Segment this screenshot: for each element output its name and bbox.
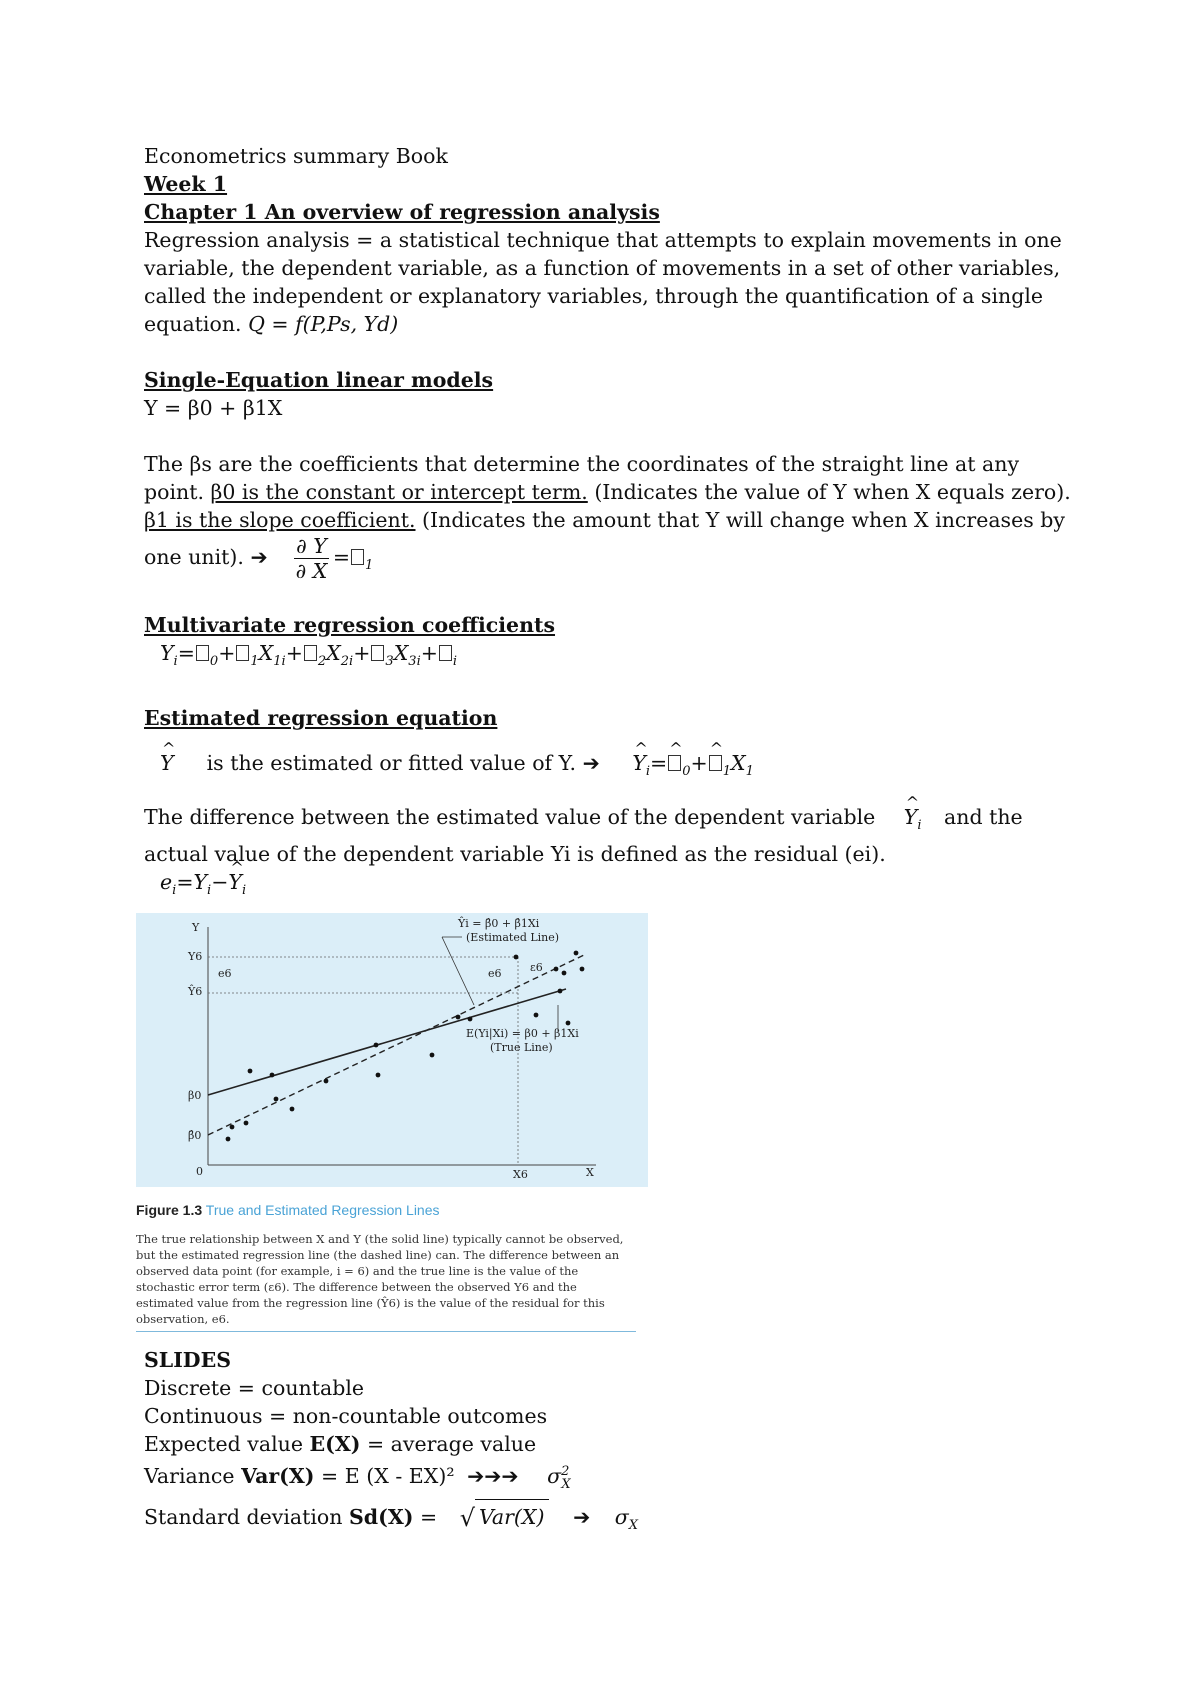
- variance-prefix: Variance: [144, 1464, 235, 1489]
- continuous-line: Continuous = non-countable outcomes: [144, 1404, 548, 1429]
- eps6-label: ε6: [530, 961, 543, 975]
- estimated-formula: ^ $Y_i=\^{}$ $_0$+^ $_1X_1$: [632, 751, 754, 775]
- expected-value-line: [144, 1430, 1074, 1458]
- expected-suffix: = average value: [366, 1432, 537, 1457]
- arrow-icon: ➔: [573, 1505, 591, 1530]
- betas-paragraph: [144, 450, 1074, 506]
- regression-figure: [136, 913, 648, 1187]
- x-axis-label: X: [586, 1166, 594, 1180]
- estimated-line-label: (Estimated Line): [466, 931, 560, 945]
- estimated-equation-label: Ŷi = β̂0 + β̂1Xi: [458, 917, 540, 931]
- figure-label: Figure 1.3: [136, 1202, 203, 1219]
- b0-definition: β0 is the constant or intercept term.: [210, 480, 588, 504]
- single-equation-heading: Single-Equation linear models: [144, 368, 494, 392]
- intro-formula: Q = f(P,Ps, Yd): [248, 312, 399, 336]
- regression-lines-graph: [136, 913, 648, 1187]
- variance-line: [144, 1458, 1074, 1499]
- arrow-icon: ➔: [582, 751, 600, 776]
- sd-symbol: Sd(X): [348, 1505, 414, 1530]
- residual-formula: $e_i=Y_i-\^{}$ $Y_i$: [144, 868, 1074, 905]
- estimated-paragraph: [144, 746, 1074, 789]
- intro-paragraph: [144, 226, 1074, 338]
- true-equation-label: E(Yi|Xi) = β0 + β1Xi: [466, 1027, 579, 1041]
- b0-note: (Indicates the value of Y when X equals zero).: [594, 480, 1071, 504]
- y-axis-label: Y: [192, 921, 200, 935]
- b1-note: (Indicates the amount that Y will change when X increases by one unit).: [144, 508, 1065, 569]
- variance-symbol: Var(X): [241, 1464, 315, 1489]
- slides-heading: SLIDES: [144, 1348, 232, 1373]
- document-body: [136, 142, 1074, 1543]
- estimated-text: is the estimated or fitted value of Y.: [206, 751, 577, 776]
- b0-label: β0: [188, 1089, 202, 1103]
- intro-text: Regression analysis = a statistical technique that attempts to explain movements in one variable, the dependent variable, as a function of movements in a set of other variables, called the independent or explanatory variables, through the quantification of a single equation.: [144, 228, 1062, 336]
- x6-label: X6: [513, 1168, 528, 1182]
- variance-suffix: = E (X - EX)²: [321, 1464, 455, 1489]
- partial-derivative-formula: $\frac{\partial Y}{\partial X}$: [295, 534, 328, 583]
- residual-text-1: The difference between the estimated value of the dependent variable: [144, 805, 876, 830]
- arrow-icon: ➔: [250, 545, 268, 569]
- sigma-squared-symbol: $\sigma^2_X$: [547, 1464, 571, 1493]
- origin-label: 0: [196, 1165, 203, 1179]
- e6-right-label: e6: [488, 967, 502, 981]
- expected-symbol: E(X): [309, 1432, 361, 1457]
- y-hat-symbol: ^ Y: [160, 746, 174, 780]
- figure-caption: The true relationship between X and Y (the solid line) typically cannot be observed, but the estimated regression line (the dashed line) can. The difference between an observed data point (for example, i = 6) and the true line is the value of the stochastic error term (ε6). The difference between the observed Y6 and the estimated value from the regression line (Ŷ6) is the value of the residual for this observation, e6.: [136, 1231, 636, 1332]
- multivariate-formula: $Y_i= _0+ _1X_{1i}+ _2X_{2i}+ _3X_{3i}+ _i$: [160, 641, 458, 670]
- single-equation-formula: Y = β0 + β1X: [144, 396, 283, 420]
- sd-suffix: =: [419, 1505, 438, 1530]
- betas-text: The βs are the coefficients that determine the coordinates of the straight line at any point.: [144, 452, 1020, 504]
- sqrt-argument: Var(X): [475, 1499, 549, 1534]
- true-line-label: (True Line): [490, 1041, 553, 1055]
- yhat6-label: Ŷ6: [188, 985, 203, 999]
- y6-label: Y6: [188, 950, 203, 964]
- sd-prefix: Standard deviation: [144, 1505, 343, 1530]
- estimated-heading: Estimated regression equation: [144, 706, 498, 731]
- week-heading: Week 1: [144, 172, 228, 196]
- standard-deviation-line: [144, 1499, 1074, 1543]
- b1-definition: β1 is the slope coefficient.: [144, 508, 416, 532]
- document-title: Econometrics summary Book: [144, 144, 448, 168]
- sqrt-icon: √: [459, 1504, 475, 1533]
- chapter-heading: Chapter 1 An overview of regression analysis: [144, 200, 660, 224]
- b1-paragraph: β1 is the slope coefficient. (Indicates the amount that Y will change when X increases by one unit). ➔ $\frac{\partial Y}{\partial X}$ = $_1$: [144, 508, 1065, 583]
- e6-left-label: e6: [218, 967, 232, 981]
- multivariate-heading: Multivariate regression coefficients: [144, 613, 556, 637]
- expected-prefix: Expected value: [144, 1432, 303, 1457]
- triple-arrow-icon: ➔➔➔: [467, 1464, 519, 1489]
- figure-title-text: True and Estimated Regression Lines: [205, 1202, 440, 1219]
- residual-text-2: and the actual value of the dependent variable Yi is defined as the residual (ei).: [144, 805, 1023, 867]
- sigma-symbol: $\sigma_X$: [614, 1505, 639, 1534]
- discrete-line: Discrete = countable: [144, 1376, 365, 1401]
- residual-paragraph: The difference between the estimated value of the dependent variable ^ $Y_i$ and the actual value of the dependent variable Yi is defined as the residual (ei).: [144, 803, 1074, 868]
- b0hat-label: β̂0: [188, 1129, 202, 1143]
- figure-title: [136, 1201, 1074, 1219]
